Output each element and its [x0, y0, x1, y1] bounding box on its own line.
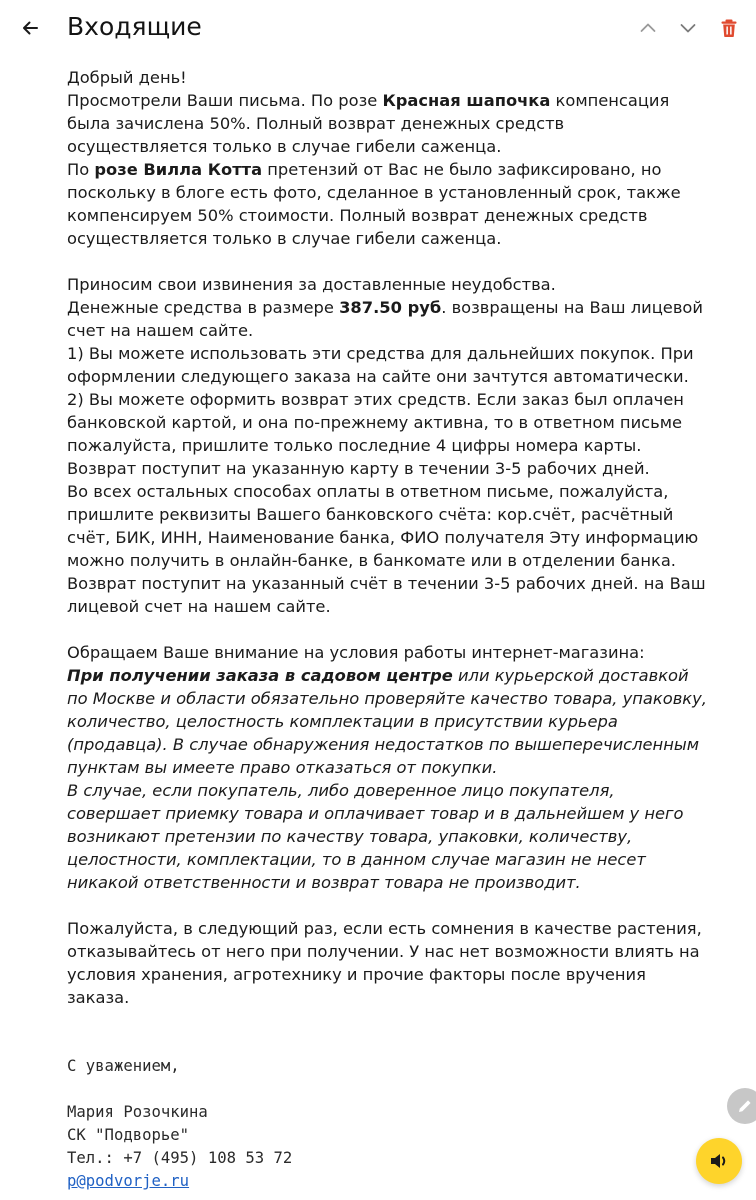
store-conditions-text: При получении заказа в садовом центре или курьерской доставкой по Москве и области обязательно проверяйте качество товара, упаковку, количество, целостность комплектации в присутствии курьера (продавца). В случае обнаружения недостатков по вышеперечисленным пунктам вы имеете право отказаться от покупки. — [67, 666, 707, 777]
signature-company: СК "Подворье" — [67, 1126, 190, 1144]
arrow-left-icon — [20, 18, 40, 38]
next-message-button[interactable] — [672, 12, 704, 44]
liability-text: В случае, если покупатель, либо доверенное лицо покупателя, совершает приемку товара и оплачивает товар и в дальнейшем у него возникают претензии по качеству товара, упаковки, количеству, целостности, комплектации, то в данном случае магазин не несет никакой ответственности и возврат товара не производит. — [67, 781, 684, 892]
paragraph-red-riding-hood: Просмотрели Ваши письма. По розе Красная шапочка компенсация была зачислена 50%. Полный возврат денежных средств осуществляется только в случае гибели саженца. — [67, 91, 670, 156]
other-payment-text: Во всех остальных способах оплаты в ответном письме, пожалуйста, пришлите реквизиты Вашего банковского счёта: кор.счёт, расчётный счёт, БИК, ИНН, Наименование банка, ФИО получателя Эту информацию можно получить в онлайн-банке, в банкомате или в отделении банка. Возврат поступит на указанный счёт в течении 3-5 рабочих дней. на Ваш лицевой счет на нашем сайте. — [67, 482, 706, 616]
pencil-icon — [736, 1097, 754, 1115]
signature-block — [67, 1055, 707, 1193]
top-bar — [0, 0, 756, 56]
back-button[interactable] — [14, 12, 46, 44]
signature-email-link[interactable]: p@podvorje.ru — [67, 1172, 190, 1190]
option-2-text: 2) Вы можете оформить возврат этих средств. Если заказ был оплачен банковской картой, и она по-прежнему активна, то в ответном письме пожалуйста, пришлите только последние 4 цифры номера карты. Возврат поступит на указанную карту в течении 3-5 рабочих дней. — [67, 390, 684, 478]
compose-button[interactable] — [727, 1088, 756, 1124]
message-body — [67, 66, 707, 1193]
signature-phone: Тел.: +7 (495) 108 53 72 — [67, 1149, 293, 1167]
refund-text: Денежные средства в размере 387.50 руб. возвращены на Ваш лицевой счет на нашем сайте. — [67, 298, 703, 340]
option-1-text: 1) Вы можете использовать эти средства для дальнейших покупок. При оформлении следующего заказа на сайте они зачтутся автоматически. — [67, 344, 694, 386]
attention-text: Обращаем Ваше внимание на условия работы интернет-магазина: — [67, 643, 645, 662]
signature-regards: С уважением, — [67, 1057, 180, 1075]
trash-icon — [720, 18, 738, 38]
speaker-icon — [708, 1150, 730, 1172]
page-title: Входящие — [67, 12, 202, 41]
paragraph-villa-cotta: По розе Вилла Котта претензий от Вас не было зафиксировано, но поскольку в блоге есть фото, сделанное в установленный срок, также компенсируем 50% стоимости. Полный возврат денежных средств осуществляется только в случае гибели саженца. — [67, 160, 681, 248]
chevron-up-icon — [638, 18, 658, 38]
greeting-text: Добрый день! — [67, 68, 187, 87]
closing-request-text: Пожалуйста, в следующий раз, если есть сомнения в качестве растения, отказывайтесь от него при получении. У нас нет возможности влиять на условия хранения, агротехнику и прочие факторы после вручения заказа. — [67, 919, 702, 1007]
chevron-down-icon — [678, 18, 698, 38]
listen-button[interactable] — [696, 1138, 742, 1184]
previous-message-button[interactable] — [632, 12, 664, 44]
delete-button[interactable] — [713, 12, 745, 44]
signature-name: Мария Розочкина — [67, 1103, 208, 1121]
apology-text: Приносим свои извинения за доставленные неудобства. — [67, 275, 556, 294]
